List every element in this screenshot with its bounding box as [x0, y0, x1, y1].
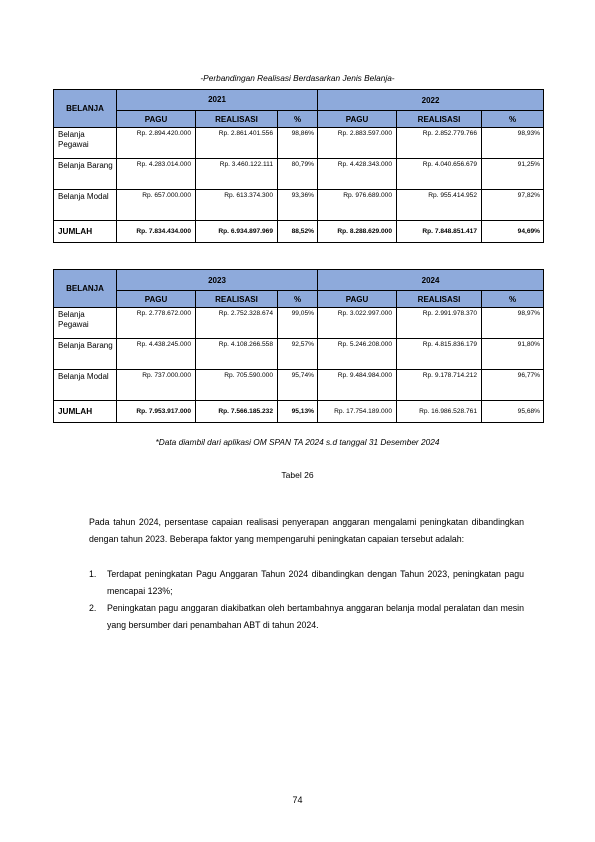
pagu-cell: Rp. 9.484.984.000 [318, 370, 397, 401]
realisasi-cell: Rp. 2.861.401.556 [196, 128, 278, 159]
percent-cell: 91,25% [482, 159, 544, 190]
column-header: REALISASI [397, 111, 482, 128]
column-header: PAGU [117, 291, 196, 308]
realisasi-cell: Rp. 3.460.122.111 [196, 159, 278, 190]
total-realisasi-cell: Rp. 6.934.897.969 [196, 221, 278, 243]
column-header: PAGU [318, 291, 397, 308]
pagu-cell: Rp. 4.428.343.000 [318, 159, 397, 190]
realisasi-cell: Rp. 2.991.978.370 [397, 308, 482, 339]
percent-cell: 92,57% [278, 339, 318, 370]
percent-cell: 99,05% [278, 308, 318, 339]
total-percent-cell: 94,69% [482, 221, 544, 243]
data-source-note: *Data diambil dari aplikasi OM SPAN TA 2024 s.d tanggal 31 Desember 2024 [155, 437, 440, 447]
percent-cell: 98,97% [482, 308, 544, 339]
table-row [54, 308, 544, 339]
column-header: % [278, 111, 318, 128]
percent-cell: 95,74% [278, 370, 318, 401]
year-header: 2021 [117, 90, 318, 111]
factor-list [89, 566, 524, 634]
total-pagu-cell: Rp. 7.953.917.000 [117, 401, 196, 423]
realisasi-cell: Rp. 2.852.779.766 [397, 128, 482, 159]
belanja-header: BELANJA [54, 270, 117, 308]
percent-cell: 98,93% [482, 128, 544, 159]
table-row [54, 159, 544, 190]
table-row [54, 339, 544, 370]
list-item [89, 566, 524, 600]
realisasi-cell: Rp. 613.374.300 [196, 190, 278, 221]
total-label: JUMLAH [54, 401, 117, 423]
pagu-cell: Rp. 3.022.997.000 [318, 308, 397, 339]
realisasi-cell: Rp. 9.178.714.212 [397, 370, 482, 401]
percent-cell: 96,77% [482, 370, 544, 401]
total-percent-cell: 88,52% [278, 221, 318, 243]
body-paragraph: Pada tahun 2024, persentase capaian realisasi penyerapan anggaran mengalami peningkatan dibandingkan dengan tahun 2023. Beberapa faktor yang mempengaruhi peningkatan capaian tersebut adalah: [89, 517, 524, 544]
percent-cell: 98,86% [278, 128, 318, 159]
budget-table-2021-2022 [53, 89, 544, 243]
realisasi-cell: Rp. 4.108.266.558 [196, 339, 278, 370]
table-row [54, 370, 544, 401]
column-header: PAGU [117, 111, 196, 128]
percent-cell: 97,82% [482, 190, 544, 221]
pagu-cell: Rp. 737.000.000 [117, 370, 196, 401]
total-percent-cell: 95,13% [278, 401, 318, 423]
total-row [54, 221, 544, 243]
total-percent-cell: 95,68% [482, 401, 544, 423]
pagu-cell: Rp. 4.283.014.000 [117, 159, 196, 190]
total-pagu-cell: Rp. 7.834.434.000 [117, 221, 196, 243]
realisasi-cell: Rp. 2.752.328.674 [196, 308, 278, 339]
total-realisasi-cell: Rp. 7.848.851.417 [397, 221, 482, 243]
total-pagu-cell: Rp. 8.288.629.000 [318, 221, 397, 243]
page-number: 74 [292, 795, 303, 805]
pagu-cell: Rp. 2.894.420.000 [117, 128, 196, 159]
row-label: Belanja Barang [54, 159, 117, 190]
row-label: Belanja Modal [54, 370, 117, 401]
realisasi-cell: Rp. 955.414.952 [397, 190, 482, 221]
pagu-cell: Rp. 2.778.672.000 [117, 308, 196, 339]
list-text: Terdapat peningkatan Pagu Anggaran Tahun 2024 dibandingkan dengan Tahun 2023, peningkatan pagu mencapai 123%; [107, 569, 524, 596]
percent-cell: 80,79% [278, 159, 318, 190]
year-header: 2024 [318, 270, 544, 291]
table-row [54, 128, 544, 159]
budget-table-2023-2024 [53, 269, 544, 423]
column-header: REALISASI [196, 111, 278, 128]
table-caption-top: -Perbandingan Realisasi Berdasarkan Jenis Belanja- [200, 73, 395, 83]
total-realisasi-cell: Rp. 16.986.528.761 [397, 401, 482, 423]
pagu-cell: Rp. 4.438.245.000 [117, 339, 196, 370]
list-item [89, 600, 524, 634]
column-header: % [482, 111, 544, 128]
pagu-cell: Rp. 5.246.208.000 [318, 339, 397, 370]
column-header: % [278, 291, 318, 308]
total-pagu-cell: Rp. 17.754.189.000 [318, 401, 397, 423]
column-header: % [482, 291, 544, 308]
year-header: 2023 [117, 270, 318, 291]
percent-cell: 93,36% [278, 190, 318, 221]
table-row [54, 190, 544, 221]
pagu-cell: Rp. 2.883.597.000 [318, 128, 397, 159]
pagu-cell: Rp. 976.689.000 [318, 190, 397, 221]
list-text: Peningkatan pagu anggaran diakibatkan oleh bertambahnya anggaran belanja modal peralatan dan mesin yang bersumber dari penambahan ABT di tahun 2024. [107, 603, 524, 630]
pagu-cell: Rp. 657.000.000 [117, 190, 196, 221]
year-header: 2022 [318, 90, 544, 111]
list-number: 2. [89, 603, 97, 613]
total-row [54, 401, 544, 423]
belanja-header: BELANJA [54, 90, 117, 128]
realisasi-cell: Rp. 4.815.836.179 [397, 339, 482, 370]
realisasi-cell: Rp. 4.040.656.679 [397, 159, 482, 190]
column-header: PAGU [318, 111, 397, 128]
row-label: Belanja Pegawai [54, 308, 117, 339]
list-number: 1. [89, 569, 97, 579]
total-realisasi-cell: Rp. 7.566.185.232 [196, 401, 278, 423]
realisasi-cell: Rp. 705.590.000 [196, 370, 278, 401]
table-number-caption: Tabel 26 [281, 470, 314, 480]
column-header: REALISASI [397, 291, 482, 308]
row-label: Belanja Pegawai [54, 128, 117, 159]
column-header: REALISASI [196, 291, 278, 308]
total-label: JUMLAH [54, 221, 117, 243]
row-label: Belanja Modal [54, 190, 117, 221]
row-label: Belanja Barang [54, 339, 117, 370]
percent-cell: 91,80% [482, 339, 544, 370]
